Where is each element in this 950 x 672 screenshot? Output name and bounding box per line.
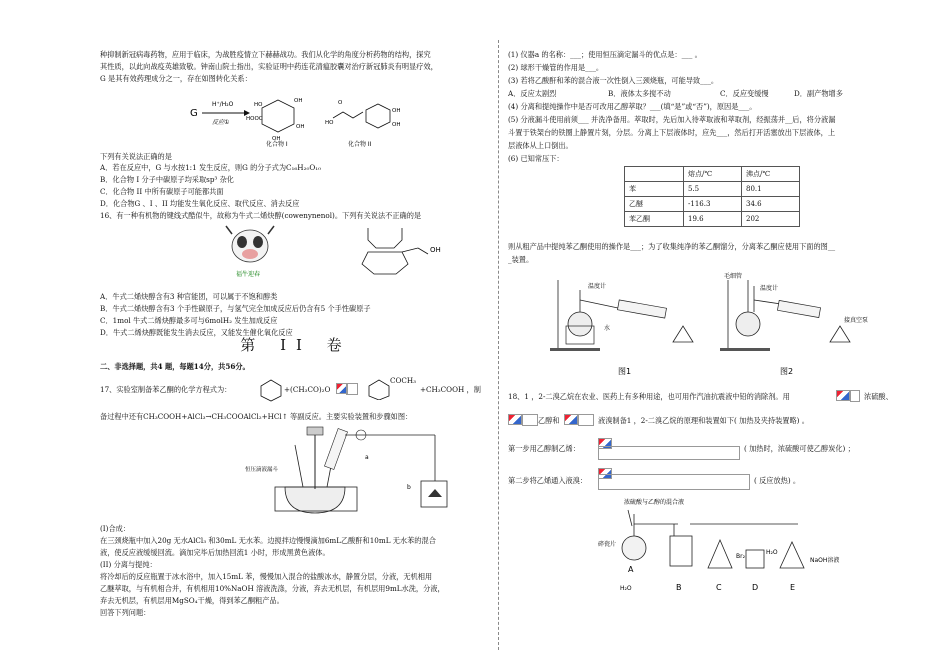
intro-line-2: 其性质，以此向战疫英雄致敬。钟南山院士指出，实验证明中药连花清瘟胶囊对治疗新冠肺炎有明显疗效， bbox=[100, 62, 438, 71]
svg-text:OH: OH bbox=[272, 136, 281, 142]
table-header-cell: 熔点/℃ bbox=[684, 167, 742, 182]
q4: (4) 分离和提纯操作中是否可改用乙醇萃取？___(填“是”或“否”)，原因是___。 bbox=[508, 102, 757, 111]
app2-mix-label: 浓硫酸与乙醇的混合液 bbox=[624, 499, 685, 506]
formula-image-icon bbox=[836, 390, 850, 401]
q18-line-1 bbox=[508, 390, 900, 404]
q17-product: COCH₃ bbox=[390, 376, 417, 385]
table-header-cell: 沸点/℃ bbox=[742, 167, 800, 182]
q6: (6) 已知常压下： bbox=[508, 154, 564, 163]
section-subtitle: 二、非选择题，共4 题，每题14分，共56分。 bbox=[100, 362, 250, 371]
q15-option-a: A．若在反应中，G 与水按1:1 发生反应，则G 的分子式为C₁₆H₂₀O₁₀ bbox=[100, 163, 321, 172]
app2-chip-label: 碎瓷片 bbox=[598, 541, 617, 548]
step1-note: ( 加热时，浓硫酸可使乙醇炭化) ； bbox=[744, 444, 855, 453]
q3-option-a: A．反应太剧烈 bbox=[508, 89, 557, 98]
q18-line-2 bbox=[508, 414, 900, 428]
step2-line bbox=[508, 468, 900, 488]
q6-tail-line-2: _装置。 bbox=[508, 255, 534, 264]
q5-line-2: 斗置于铁架台的铁圈上静置片刻，分层。分离上下层液体时，应先___，然后打开活塞放出下层液体，上 bbox=[508, 128, 836, 137]
separation-line-2: 乙醚萃取，与有机相合并，有机相用10%NaOH 溶液洗涤，分液，弃去无机层，有机层用9mL水洗，分液， bbox=[100, 584, 445, 593]
benzene-reactant-icon bbox=[258, 378, 284, 402]
fig2-pump-label: 接真空泵 bbox=[844, 317, 869, 324]
apparatus-label-a: a bbox=[365, 454, 369, 461]
table-cell: 乙醚 bbox=[625, 197, 684, 212]
q15-option-c: C．化合物 II 中所有碳原子可能都共面 bbox=[100, 187, 224, 196]
fig2-capillary-label: 毛细管 bbox=[724, 273, 743, 280]
app2-water-label: H₂O bbox=[620, 585, 632, 592]
q16-option-c: C．1mol 牛式二烯炔醇最多可与6molH₂ 发生加成反应 bbox=[100, 316, 278, 325]
cyclohexane-ring bbox=[262, 100, 294, 132]
step1-label: 第一步用乙醇制乙烯： bbox=[508, 444, 580, 453]
dibromoethane-apparatus bbox=[598, 496, 848, 600]
q6-tail-line-1: 则从粗产品中提纯苯乙酮使用的操作是___；为了收集纯净的苯乙酮馏分，分离苯乙酮应使用下面的图__ bbox=[508, 242, 836, 251]
q17-reagent: +(CH₃CO)₂O bbox=[284, 385, 331, 394]
reaction-scheme bbox=[188, 90, 418, 148]
table-cell: 苯 bbox=[625, 182, 684, 197]
synthesis-apparatus-figure bbox=[245, 425, 465, 520]
scheme-reagent-bottom: 反应① bbox=[212, 119, 230, 126]
q18-stem-2a: 乙醇和 bbox=[538, 416, 560, 425]
fig2-thermometer-label: 温度计 bbox=[760, 285, 779, 292]
fig1-thermometer-label: 温度计 bbox=[588, 283, 607, 290]
separation-line-1: 将冷却后的反应瓶置于冰水浴中，加入15mL 苯，慢慢加入混合的盐酸冰水，静置分层，分液，无机相用 bbox=[100, 572, 433, 581]
svg-text:HOOC: HOOC bbox=[246, 116, 263, 122]
q16-option-a: A．牛式二烯炔醇含有3 种官能团，可以属于不饱和醇类 bbox=[100, 292, 278, 301]
q16-option-b: B．牛式二烯炔醇含有3 个手性碳原子，与氢气完全加成反应后仍含有5 个手性碳原子 bbox=[100, 304, 371, 313]
q17-stem: 17、实验室制备苯乙酮的化学方程式为： bbox=[100, 385, 232, 394]
app2-bromine-label: Br₂ bbox=[736, 553, 745, 560]
svg-text:OH: OH bbox=[294, 98, 303, 104]
formula-image-box bbox=[578, 414, 594, 426]
svg-text:OH: OH bbox=[430, 246, 441, 254]
apparatus-funnel-label: 恒压滴液漏斗 bbox=[245, 467, 279, 473]
svg-text:OH: OH bbox=[296, 124, 305, 130]
separation-line-3: 弃去无机层，有机层用MgSO₄干燥，得到苯乙酮粗产品。 bbox=[100, 596, 284, 605]
q5-line-1: (5) 分液漏斗使用前须___ 并洗净备用。萃取时，先后加入待萃取液和萃取剂，经振荡并__后，将分液漏 bbox=[508, 115, 836, 124]
q2: (2) 球形干燥管的作用是___。 bbox=[508, 63, 604, 72]
q17-tail: +CH₃COOH ，制 bbox=[420, 385, 481, 394]
formula-image-icon bbox=[508, 414, 522, 425]
q3-option-c: C．反应变缓慢 bbox=[720, 89, 769, 98]
table-row bbox=[625, 212, 800, 227]
q3-option-d: D．副产物增多 bbox=[794, 89, 843, 98]
table-cell: 34.6 bbox=[742, 197, 800, 212]
step2-note: ( 反应放热) 。 bbox=[754, 476, 801, 485]
answer-prompt: 回答下列问题： bbox=[100, 608, 151, 617]
scheme-reagent-top: H⁺/H₂O bbox=[212, 101, 234, 108]
q18-stem-2b: 液溴制备1 ，2-二溴乙烷的原理和装置如下( 加热及夹持装置略) 。 bbox=[598, 416, 809, 425]
q15-option-d: D．化合物G 、I 、II 均能发生氧化反应、取代反应、消去反应 bbox=[100, 199, 300, 208]
arrow-image-box bbox=[346, 383, 358, 395]
step1-line bbox=[508, 438, 900, 458]
q3: (3) 若将乙酸酐和苯的混合液一次性倒入三颈烧瓶，可能导致___。 bbox=[508, 76, 719, 85]
table-cell: 19.6 bbox=[684, 212, 742, 227]
scheme-g: G bbox=[190, 108, 198, 119]
svg-text:HO: HO bbox=[325, 120, 334, 126]
separation-title: (II) 分离与提纯： bbox=[100, 560, 157, 569]
intro-line-1: 种抑制新冠病毒药物，应用于临床，为战胜疫情立下赫赫战功。我们从化学的角度分析药物的结构，探究 bbox=[100, 50, 431, 59]
table-row bbox=[625, 182, 800, 197]
q15-intro: 下列有关说法正确的是 bbox=[100, 152, 172, 161]
column-divider bbox=[498, 40, 499, 650]
table-header-cell bbox=[625, 167, 684, 182]
label-c: C bbox=[716, 583, 722, 592]
q16-stem: 16、有一种有机物的键线式酷似牛，故称为牛式二烯炔醇(cowenynenol)。下列有关说法不正确的是 bbox=[100, 211, 422, 220]
q3-option-b: B．液体太多搅不动 bbox=[608, 89, 671, 98]
cow-molecule-figure bbox=[218, 222, 488, 282]
figure-1-label: 图1 bbox=[618, 367, 632, 376]
formula-image-icon bbox=[564, 414, 578, 425]
section-title: 第 II 卷 bbox=[240, 336, 352, 354]
q5-line-3: 层液体从上口倒出。 bbox=[508, 141, 573, 150]
cow-caption: 福牛迎春 bbox=[236, 271, 261, 278]
svg-text:OH: OH bbox=[392, 122, 401, 128]
formula-image-box bbox=[522, 414, 538, 426]
synthesis-line-2: 液，使反应液缓缓回流。滴加完毕后加热回流1 小时，形成黑黄色液体。 bbox=[100, 548, 330, 557]
table-cell: 80.1 bbox=[742, 182, 800, 197]
app2-naoh-label: NaOH溶液 bbox=[810, 557, 840, 564]
label-e: E bbox=[790, 583, 796, 592]
q16-option-d: D．牛式二烯炔醇既能发生消去反应，又能发生催化氧化反应 bbox=[100, 328, 293, 337]
fig1-water-label: 水 bbox=[604, 325, 611, 332]
q1: (1) 仪器a 的名称：___；使用恒压滴定漏斗的优点是：___ 。 bbox=[508, 50, 702, 59]
table-cell: -116.3 bbox=[684, 197, 742, 212]
formula-image-box bbox=[850, 390, 860, 402]
distillation-figures bbox=[548, 270, 888, 380]
q18-stem-1b: 浓硫酸、 bbox=[864, 392, 893, 401]
table-cell: 5.5 bbox=[684, 182, 742, 197]
figure-2-label: 图2 bbox=[780, 367, 794, 376]
q17-side-reaction: 备过程中还有CH₃COOH+AlCl₃→CH₃COOAlCl₂+HCl↑ 等副反应。主要实验装置和步骤如图： bbox=[100, 412, 413, 421]
benzene-ring bbox=[366, 104, 390, 128]
properties-table bbox=[624, 166, 800, 227]
svg-text:OH: OH bbox=[392, 108, 401, 114]
scheme-compound-1: 化合物 I bbox=[266, 141, 288, 148]
label-d: D bbox=[752, 583, 759, 592]
synthesis-title: (I)合成： bbox=[100, 524, 131, 533]
intro-line-3: G 是其有效药理成分之一，存在如图转化关系： bbox=[100, 74, 252, 83]
equation-image-box bbox=[598, 474, 750, 490]
table-row bbox=[625, 197, 800, 212]
table-cell: 苯乙酮 bbox=[625, 212, 684, 227]
q18-stem-1: 18、1 ，2-二溴乙烷在农业、医药上有多种用途，也可用作汽油抗震液中铅的消除剂。用 bbox=[508, 392, 790, 401]
synthesis-line-1: 在三颈烧瓶中加入20g 无水AlCl₃ 和30mL 无水苯。边搅拌边慢慢滴加6mL乙酸酐和10mL 无水苯的混合 bbox=[100, 536, 436, 545]
svg-text:O: O bbox=[338, 100, 343, 106]
q15-option-b: B．化合物 I 分子中碳原子均采取sp³ 杂化 bbox=[100, 175, 234, 184]
step2-label: 第二步将乙烯通入液溴： bbox=[508, 476, 588, 485]
table-cell: 202 bbox=[742, 212, 800, 227]
acetophenone-product-icon bbox=[366, 376, 392, 400]
label-a: A bbox=[628, 565, 634, 574]
app2-water2-label: H₂O bbox=[766, 549, 778, 556]
table-header-row bbox=[625, 167, 800, 182]
apparatus-label-b: b bbox=[407, 484, 411, 491]
label-b: B bbox=[676, 583, 682, 592]
svg-text:HO: HO bbox=[254, 102, 263, 108]
scheme-compound-2: 化合物 II bbox=[348, 141, 372, 148]
q17-equation-line bbox=[100, 376, 492, 400]
equation-image-box bbox=[598, 446, 740, 460]
